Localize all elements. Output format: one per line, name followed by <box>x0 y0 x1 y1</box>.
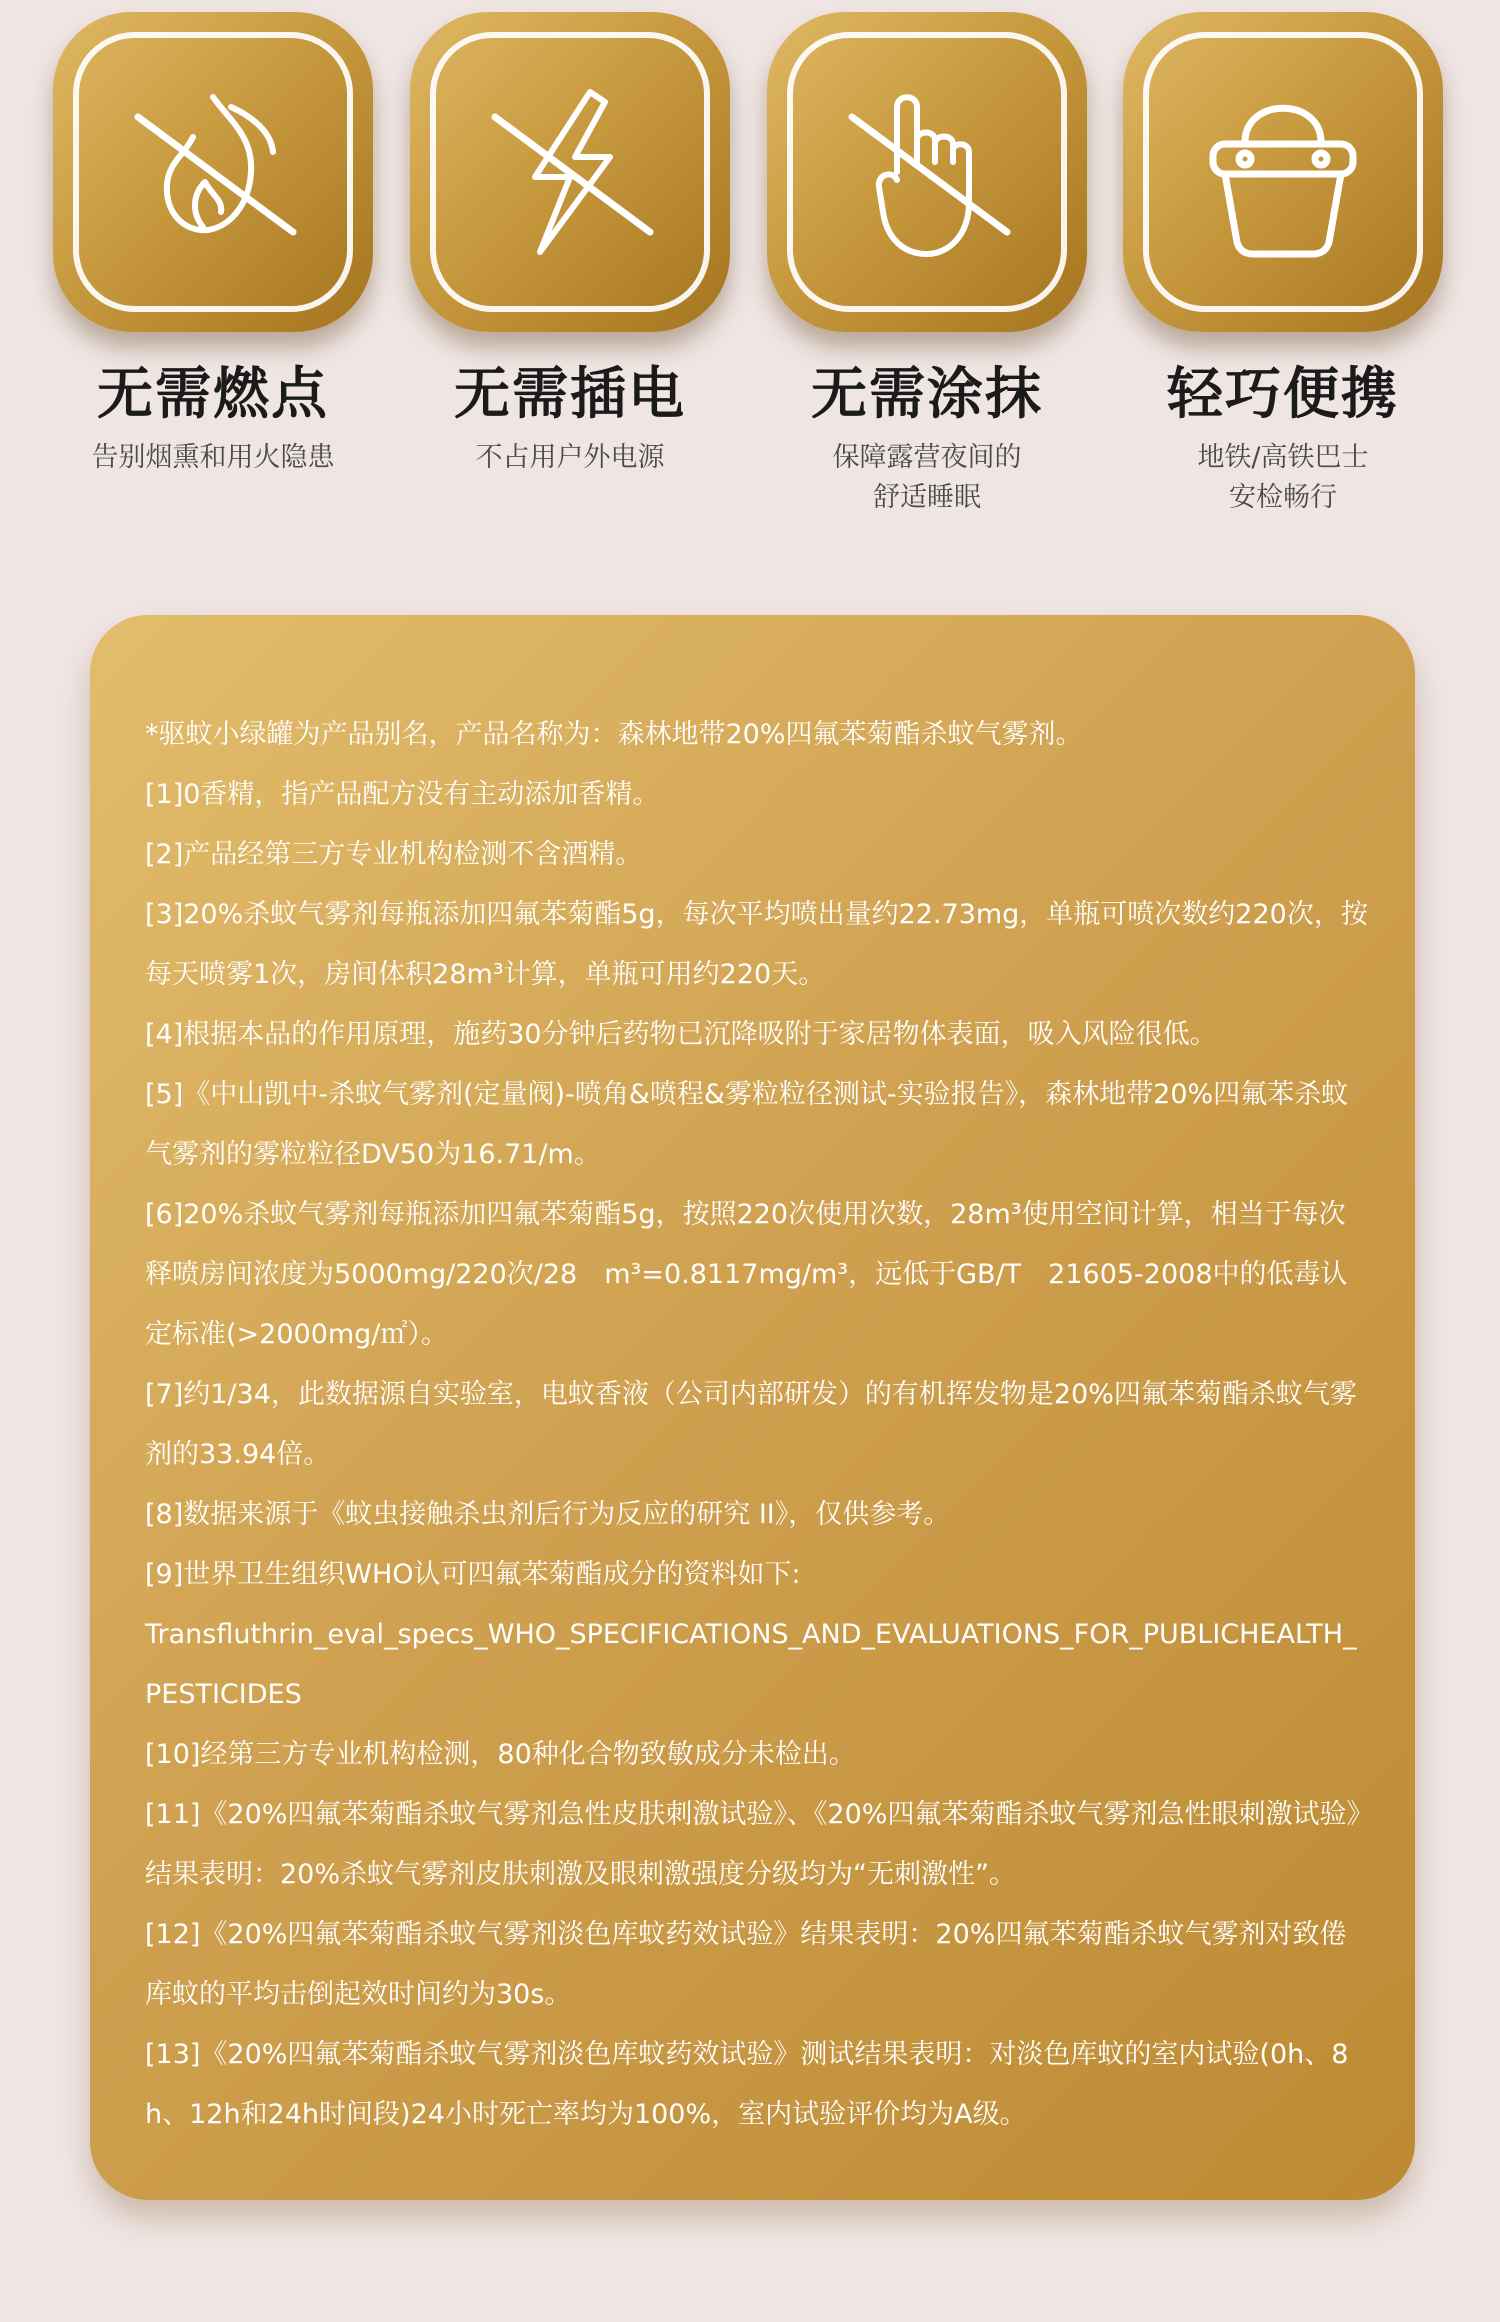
footnotes-card <box>90 615 1415 2200</box>
feature-tile <box>767 12 1087 332</box>
footnote-item: [10]经第三方专业机构检测，80种化合物致敏成分未检出。 <box>145 1739 856 1770</box>
footnote-list <box>145 705 1370 2145</box>
feature-row <box>0 0 1500 520</box>
bag-icon <box>1173 62 1393 282</box>
feature-tile <box>53 12 373 332</box>
feature-no-plug <box>405 12 735 478</box>
footnote-item: [13]《20%四氟苯菊酯杀蚊气雾剂淡色库蚊药效试验》测试结果表明：对淡色库蚊的室内试验(0h、8h、12h和24h时间段)24小时死亡率均为100%，室内试验评价均为A级。 <box>145 2039 1349 2130</box>
footnote-item: [11]《20%四氟苯菊酯杀蚊气雾剂急性皮肤刺激试验》、《20%四氟苯菊酯杀蚊气雾剂急性眼刺激试验》结果表明：20%杀蚊气雾剂皮肤刺激及眼刺激强度分级均为“无刺激性”。 <box>145 1799 1360 1890</box>
feature-tile <box>1123 12 1443 332</box>
feature-no-ignition <box>48 12 378 478</box>
footnote-item: Transfluthrin_eval_specs_WHO_SPECIFICATIONS_AND_EVALUATIONS_FOR_PUBLICHEALTH_PESTICIDES <box>145 1619 1357 1710</box>
feature-subtitle: 不占用户外电源 <box>475 442 665 473</box>
footnote-item: [6]20%杀蚊气雾剂每瓶添加四氟苯菊酯5g，按照220次使用次数，28m³使用空间计算，相当于每次释喷房间浓度为5000mg/220次/28 m³=0.8117mg/m³，远低于GB/T 21605-2008中的低毒认定标准(>2000mg/㎡）。 <box>145 1199 1348 1350</box>
no-plug-icon <box>460 62 680 282</box>
feature-title: 无需涂抹 <box>811 362 1043 427</box>
footnote-item: *驱蚊小绿罐为产品别名，产品名称为：森林地带20%四氟苯菊酯杀蚊气雾剂。 <box>145 719 1083 750</box>
footnote-item: [9]世界卫生组织WHO认可四氟苯菊酯成分的资料如下: <box>145 1559 801 1590</box>
footnote-item: [5]《中山凯中-杀蚊气雾剂(定量阀)-喷角&喷程&雾粒粒径测试-实验报告》，森林地带20%四氟苯杀蚊气雾剂的雾粒粒径DV50为16.71/m。 <box>145 1079 1349 1170</box>
no-flame-icon <box>103 62 323 282</box>
footnote-item: [3]20%杀蚊气雾剂每瓶添加四氟苯菊酯5g，每次平均喷出量约22.73mg，单瓶可喷次数约220次，按每天喷雾1次，房间体积28m³计算，单瓶可用约220天。 <box>145 899 1368 990</box>
footnote-item: [4]根据本品的作用原理，施药30分钟后药物已沉降吸附于家居物体表面，吸入风险很低。 <box>145 1019 1217 1050</box>
feature-no-apply <box>762 12 1092 518</box>
feature-portable <box>1118 12 1448 518</box>
feature-subtitle: 地铁/高铁巴士 安检畅行 <box>1197 442 1369 513</box>
feature-subtitle: 保障露营夜间的 舒适睡眠 <box>832 442 1022 513</box>
footnote-item: [2]产品经第三方专业机构检测不含酒精。 <box>145 839 643 870</box>
feature-title: 无需插电 <box>454 362 686 427</box>
feature-title: 轻巧便携 <box>1167 362 1399 427</box>
feature-tile <box>410 12 730 332</box>
footnote-item: [12]《20%四氟苯菊酯杀蚊气雾剂淡色库蚊药效试验》结果表明：20%四氟苯菊酯杀蚊气雾剂对致倦库蚊的平均击倒起效时间约为30s。 <box>145 1919 1347 2010</box>
footnote-item: [7]约1/34，此数据源自实验室，电蚊香液（公司内部研发）的有机挥发物是20%四氟苯菊酯杀蚊气雾剂的33.94倍。 <box>145 1379 1357 1470</box>
footnote-item: [8]数据来源于《蚊虫接触杀虫剂后行为反应的研究 II》，仅供参考。 <box>145 1499 951 1530</box>
footnote-item: [1]0香精，指产品配方没有主动添加香精。 <box>145 779 660 810</box>
no-apply-icon <box>817 62 1037 282</box>
feature-title: 无需燃点 <box>97 362 329 427</box>
feature-subtitle: 告别烟熏和用火隐患 <box>91 442 335 473</box>
